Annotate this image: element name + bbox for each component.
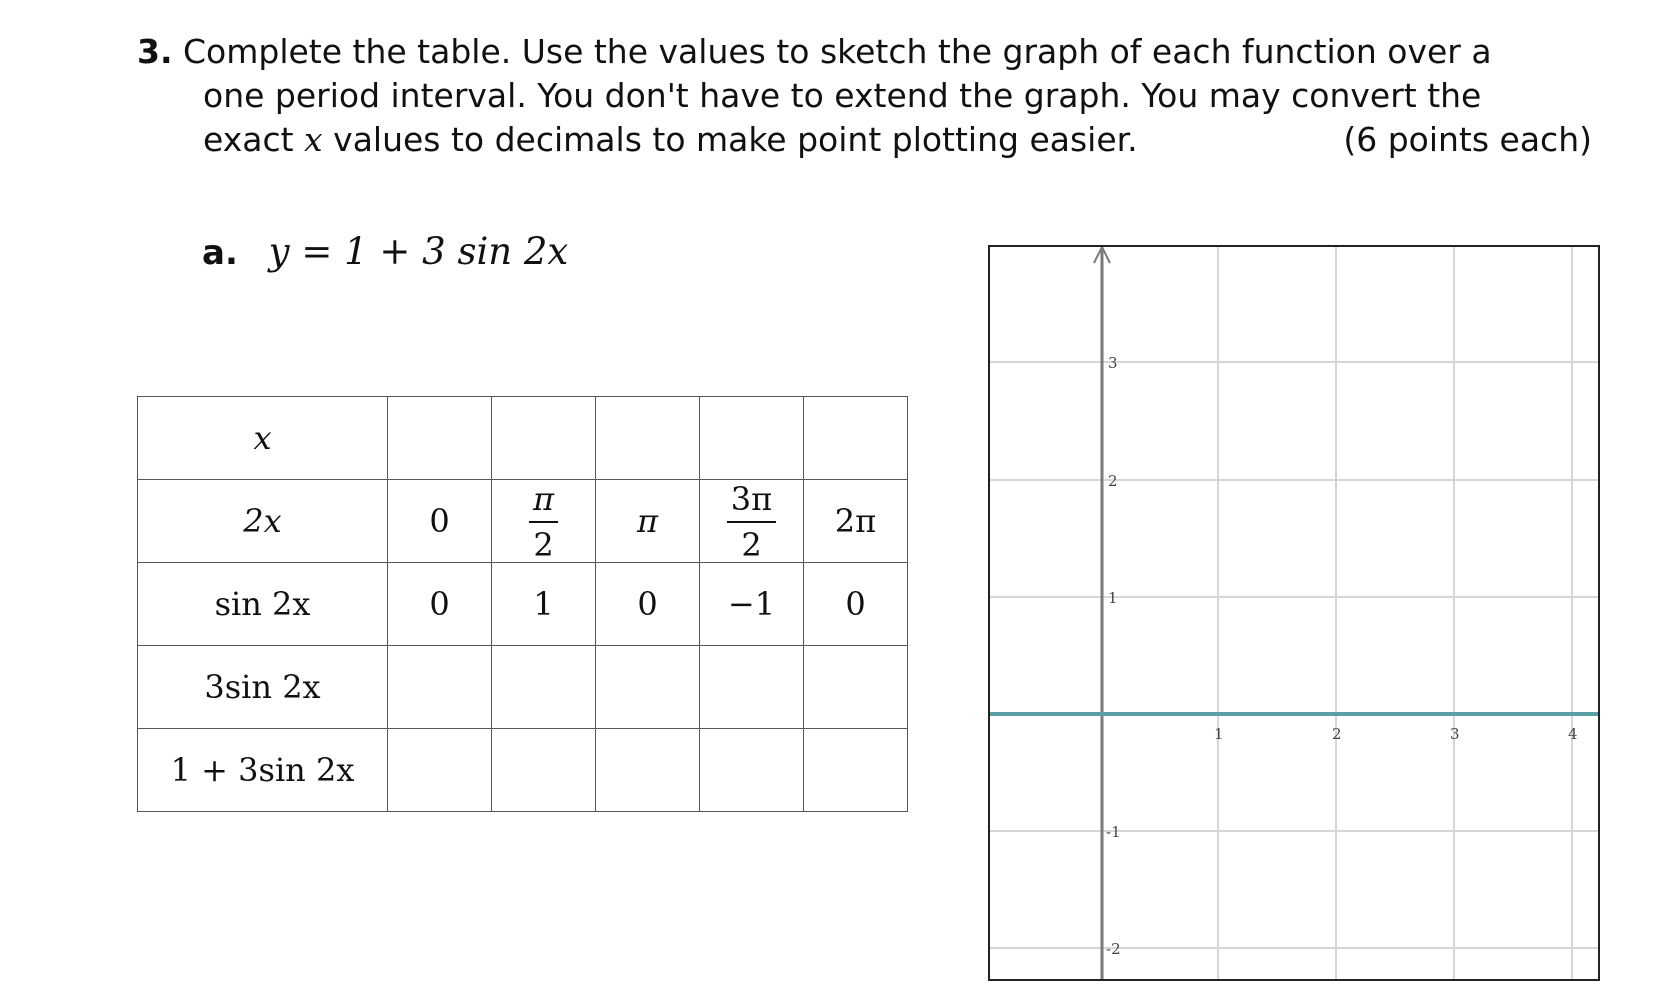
problem-line-2 [137,74,1592,118]
y-tick-label: 1 [1108,589,1118,607]
table-cell-fraction [700,480,804,563]
problem-line-1 [137,30,1592,74]
row-header-x: x [138,397,388,480]
problem-number: 3. [137,32,173,71]
table-cell[interactable] [700,729,804,812]
table-row-3sin [138,646,908,729]
table-cell[interactable] [492,646,596,729]
fraction-numerator: 3π [727,481,776,523]
problem-text-3b: values to decimals to make point plotting easier. [322,120,1138,159]
problem-text-2: one period interval. You don't have to extend the graph. You may convert the [203,76,1482,115]
table-cell[interactable] [596,646,700,729]
table-cell[interactable] [388,729,492,812]
fraction [727,480,776,564]
y-tick-label: -1 [1106,823,1121,841]
table-cell: −1 [700,563,804,646]
y-tick-label: 3 [1108,354,1118,372]
part-a-label [202,230,568,273]
table-cell: π [596,480,700,563]
table-cell[interactable] [596,397,700,480]
x-tick-label: 2 [1332,725,1342,743]
table-cell: 0 [596,563,700,646]
row-header-sin: sin 2x [138,563,388,646]
table-cell: 0 [388,563,492,646]
part-a-equation: y = 1 + 3 sin 2x [268,230,569,273]
y-tick-label: 2 [1108,472,1118,490]
table-cell[interactable] [492,729,596,812]
table-cell: 1 [492,563,596,646]
table-cell-fraction [492,480,596,563]
table-cell[interactable] [804,646,908,729]
table-row-1plus3sin [138,729,908,812]
row-header-2x: 2x [138,480,388,563]
table-cell: 0 [388,480,492,563]
fraction-denominator: 2 [741,526,762,564]
graph-grid[interactable] [988,245,1600,981]
table-cell[interactable] [596,729,700,812]
x-tick-label: 1 [1214,725,1224,743]
table-row-sin [138,563,908,646]
y-tick-label: -2 [1106,940,1121,958]
problem-statement [137,30,1592,162]
table-cell[interactable] [388,397,492,480]
problem-text-3a: exact [203,120,305,159]
problem-line-3 [137,118,1592,162]
row-header-1plus3sin: 1 + 3sin 2x [138,729,388,812]
table-cell: 2π [804,480,908,563]
table-cell: 0 [804,563,908,646]
problem-text-1: Complete the table. Use the values to sketch the graph of each function over a [183,32,1492,71]
table-cell[interactable] [700,646,804,729]
problem-text-3-var: x [304,120,323,159]
table-cell[interactable] [804,729,908,812]
table-cell[interactable] [388,646,492,729]
points-note: (6 points each) [1343,120,1592,159]
graph-border [989,246,1599,980]
table-cell[interactable] [700,397,804,480]
fraction-denominator: 2 [533,526,554,564]
x-tick-label: 4 [1568,725,1578,743]
table-cell[interactable] [804,397,908,480]
fraction [529,480,558,564]
row-header-3sin: 3sin 2x [138,646,388,729]
table-cell[interactable] [492,397,596,480]
values-table [137,396,908,812]
x-tick-label: 3 [1450,725,1460,743]
part-a-letter: a. [202,233,238,273]
table-row-2x [138,480,908,563]
fraction-numerator: π [529,481,558,523]
table-row-x [138,397,908,480]
